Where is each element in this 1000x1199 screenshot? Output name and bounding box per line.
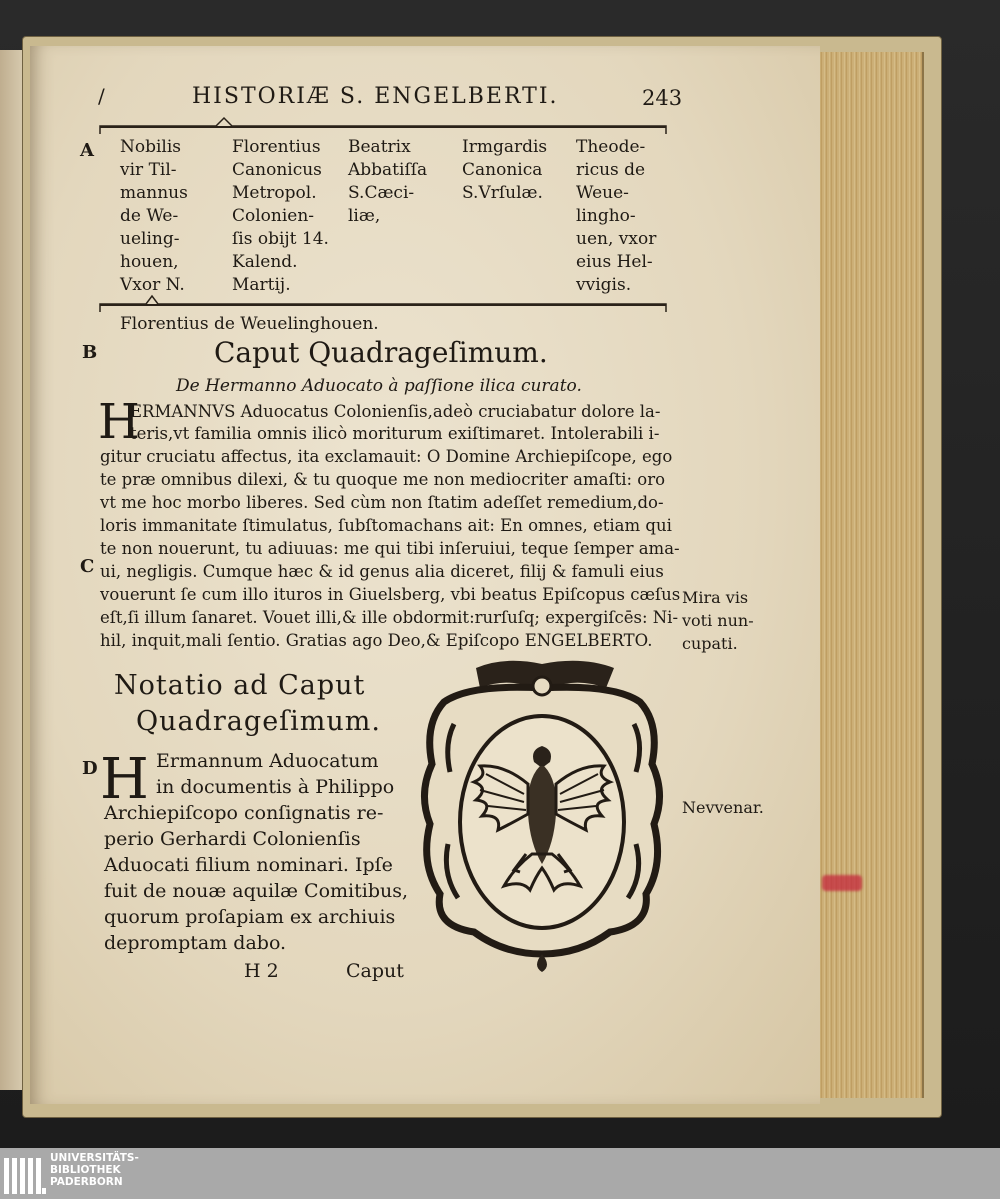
margin-letter-d: D	[82, 758, 98, 779]
genealogy-cell: de We-	[120, 206, 179, 226]
notatio-heading-line-1: Notatio ad Caput	[114, 670, 366, 701]
genealogy-column-3	[348, 136, 427, 228]
genealogy-cell: Weue-	[576, 183, 629, 203]
genealogy-cell: Nobilis	[120, 137, 182, 157]
chapter-title: Caput Quadrageſimum.	[214, 336, 548, 369]
genealogy-cell: Abbatiſſa	[348, 160, 428, 180]
running-title: HISTORIÆ S. ENGELBERTI.	[192, 84, 559, 109]
coat-of-arms-eagle-icon	[414, 654, 672, 976]
genealogy-cell: Canonica	[462, 160, 543, 180]
notatio-line: Aduocati filium nominari. Ipſe	[104, 854, 393, 876]
notatio-line: perio Gerhardi Colonienſis	[104, 828, 361, 850]
chapter-line: loris immanitate ſtimulatus, ſubſtomachans ait: En omnes, etiam qui	[100, 516, 672, 535]
chapter-line: teris,vt familia omnis ilicò moriturum exiſtimaret. Intolerabili i-	[130, 424, 660, 443]
genealogy-cell: mannus	[120, 183, 188, 203]
library-footer	[0, 1148, 1000, 1199]
margin-letter-c: C	[80, 556, 95, 577]
genealogy-column-4	[462, 136, 547, 205]
genealogy-cell: Martij.	[232, 275, 291, 295]
library-name-line: PADERBORN	[50, 1176, 123, 1188]
genealogy-cell: S.Cæci-	[348, 183, 415, 203]
chapter-line: vouerunt ſe cum illo ituros in Giuelsberg, vbi beatus Epiſcopus cæſus	[100, 585, 681, 604]
genealogy-cell: Beatrix	[348, 137, 411, 157]
chapter-subtitle: De Hermanno Aduocato à paſſione ilica curato.	[176, 376, 582, 396]
notatio-line: Archiepiſcopo conſignatis re-	[104, 802, 384, 824]
catchword: Caput	[346, 960, 404, 982]
genealogy-cell: ricus de	[576, 160, 646, 180]
genealogy-cell: liæ,	[348, 206, 381, 226]
genealogy-cell: eius Hel-	[576, 252, 653, 272]
notatio-line: Ermannum Aduocatum	[156, 750, 379, 772]
genealogy-parent: Florentius de Weuelinghouen.	[120, 314, 379, 334]
margin-letter-b: B	[82, 342, 98, 363]
genealogy-cell: ueling-	[120, 229, 180, 249]
genealogy-cell: Vxor N.	[120, 275, 185, 295]
library-name-line: UNIVERSITÄTS-	[50, 1152, 139, 1164]
genealogy-column-5	[576, 136, 656, 297]
genealogy-cell: houen,	[120, 252, 179, 272]
chapter-line: hil, inquit,mali ſentio. Gratias ago Deo,& Epiſcopo ENGELBERTO.	[100, 631, 653, 650]
chapter-line: vt me hoc morbo liberes. Sed cùm non ſtatim adeſſet remedium,do-	[100, 493, 664, 512]
genealogy-cell: Kalend.	[232, 252, 298, 272]
notatio-heading-line-2: Quadrageſimum.	[136, 706, 381, 737]
chapter-dropcap: H	[98, 394, 140, 450]
red-stain	[822, 875, 862, 891]
genealogy-column-1	[120, 136, 188, 297]
page-number: 243	[642, 86, 683, 110]
genealogy-cell: ſis obijt 14.	[232, 229, 329, 249]
library-logo-icon	[4, 1154, 46, 1194]
notatio-line: fuit de nouæ aquilæ Comitibus,	[104, 880, 409, 902]
library-name	[50, 1152, 139, 1188]
chapter-line: te præ omnibus dilexi, & tu quoque me non mediocriter amaſti: oro	[100, 470, 666, 489]
genealogy-cell: lingho-	[576, 206, 636, 226]
genealogy-cell: Metropol.	[232, 183, 317, 203]
page-fore-edge	[818, 52, 924, 1098]
genealogy-cell: vvigis.	[576, 275, 632, 295]
arms-caption: Nevvenar.	[682, 798, 764, 817]
notatio-line: depromptam dabo.	[104, 932, 287, 954]
signature-mark: H 2	[244, 960, 279, 982]
chapter-line: ui, negligis. Cumque hæc & id genus alia diceret, filij & famuli eius	[100, 562, 664, 581]
genealogy-cell: uen, vxor	[576, 229, 657, 249]
library-name-line: BIBLIOTHEK	[50, 1164, 121, 1176]
genealogy-column-2	[232, 136, 329, 297]
margin-note-line: Mira vis	[682, 588, 749, 607]
genealogy-cell: Florentius	[232, 137, 321, 157]
chapter-line: te non nouerunt, tu adiuuas: me qui tibi inſeruiui, teque ſemper ama-	[100, 539, 680, 558]
chapter-line: gitur cruciatu affectus, ita exclamauit: O Domine Archiepiſcope, ego	[100, 447, 673, 466]
header-tick: /	[98, 84, 105, 108]
margin-letter-a: A	[80, 140, 94, 161]
margin-note-line: voti nun-	[682, 611, 754, 630]
genealogy-cell: Colonien-	[232, 206, 315, 226]
chapter-line: eſt,ſi illum ſanaret. Vouet illi,& ille obdormit:rurſuſq; expergiſcēs: Ni-	[100, 608, 679, 627]
genealogy-cell: Irmgardis	[462, 137, 548, 157]
genealogy-cell: vir Til-	[120, 160, 177, 180]
notatio-dropcap: H	[100, 747, 149, 812]
genealogy-cell: S.Vrſulæ.	[462, 183, 543, 203]
chapter-line: ERMANNVS Aduocatus Colonienſis,adeò cruciabatur dolore la-	[130, 402, 661, 421]
margin-note-line: cupati.	[682, 634, 738, 653]
genealogy-cell: Theode-	[576, 137, 646, 157]
genealogy-cell: Canonicus	[232, 160, 322, 180]
notatio-line: in documentis à Philippo	[156, 776, 395, 798]
notatio-line: quorum proſapiam ex archiuis	[104, 906, 396, 928]
